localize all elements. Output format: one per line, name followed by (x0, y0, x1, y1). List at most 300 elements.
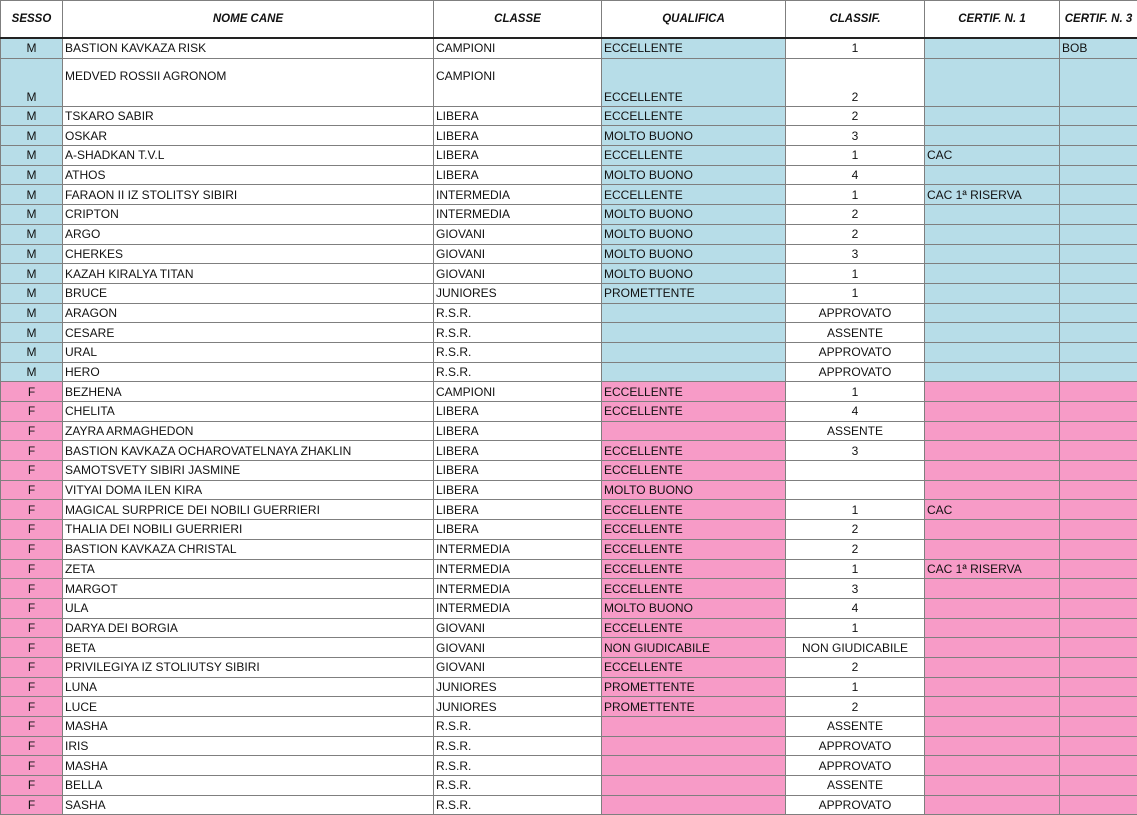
table-row (1, 205, 1137, 225)
cell-nome-cane[interactable]: MARGOT (63, 579, 434, 599)
cell-classif[interactable]: 2 (786, 520, 925, 540)
cell-classif[interactable]: 1 (786, 382, 925, 402)
cell-sesso[interactable]: F (1, 638, 63, 658)
cell-certif-1[interactable] (925, 657, 1060, 677)
cell-qualifica[interactable] (602, 717, 786, 737)
cell-certif-1[interactable] (925, 520, 1060, 540)
cell-sesso[interactable]: F (1, 559, 63, 579)
cell-nome-cane[interactable]: BASTION KAVKAZA OCHAROVATELNAYA ZHAKLIN (63, 441, 434, 461)
header-classe[interactable]: CLASSE (434, 1, 602, 39)
table-row (1, 342, 1137, 362)
cell-qualifica[interactable]: MOLTO BUONO (602, 244, 786, 264)
cell-certif-3[interactable] (1060, 58, 1137, 106)
cell-sesso[interactable]: M (1, 106, 63, 126)
cell-nome-cane[interactable]: DARYA DEI BORGIA (63, 618, 434, 638)
cell-classe[interactable]: R.S.R. (434, 795, 602, 815)
cell-sesso[interactable]: M (1, 146, 63, 166)
table-row (1, 795, 1137, 815)
cell-classif[interactable]: APPROVATO (786, 795, 925, 815)
cell-classe[interactable]: R.S.R. (434, 323, 602, 343)
cell-classe[interactable]: LIBERA (434, 421, 602, 441)
cell-sesso[interactable]: F (1, 520, 63, 540)
cell-nome-cane[interactable]: BRUCE (63, 283, 434, 303)
cell-nome-cane[interactable]: ZAYRA ARMAGHEDON (63, 421, 434, 441)
cell-classe[interactable]: R.S.R. (434, 736, 602, 756)
cell-classif[interactable]: 1 (786, 283, 925, 303)
cell-classif[interactable]: APPROVATO (786, 303, 925, 323)
cell-classe[interactable]: GIOVANI (434, 224, 602, 244)
cell-nome-cane[interactable]: A-SHADKAN T.V.L (63, 146, 434, 166)
cell-sesso[interactable]: M (1, 264, 63, 284)
cell-classe[interactable]: R.S.R. (434, 342, 602, 362)
cell-classe[interactable]: CAMPIONI (434, 58, 602, 106)
cell-classif[interactable]: 2 (786, 539, 925, 559)
cell-certif-1[interactable] (925, 283, 1060, 303)
cell-sesso[interactable]: F (1, 795, 63, 815)
cell-classe[interactable]: JUNIORES (434, 283, 602, 303)
cell-certif-3[interactable] (1060, 579, 1137, 599)
cell-nome-cane[interactable]: PRIVILEGIYA IZ STOLIUTSY SIBIRI (63, 657, 434, 677)
cell-classe[interactable]: GIOVANI (434, 638, 602, 658)
cell-certif-3[interactable] (1060, 382, 1137, 402)
cell-qualifica[interactable]: MOLTO BUONO (602, 205, 786, 225)
header-certif-3[interactable]: CERTIF. N. 3 (1060, 1, 1137, 39)
cell-classe[interactable]: GIOVANI (434, 657, 602, 677)
cell-qualifica[interactable] (602, 323, 786, 343)
cell-classe[interactable]: INTERMEDIA (434, 559, 602, 579)
cell-classif[interactable]: 2 (786, 224, 925, 244)
cell-certif-3[interactable] (1060, 205, 1137, 225)
cell-classif[interactable]: 1 (786, 500, 925, 520)
cell-nome-cane[interactable]: ARAGON (63, 303, 434, 323)
cell-certif-1[interactable] (925, 421, 1060, 441)
cell-certif-1[interactable] (925, 461, 1060, 481)
header-sesso[interactable]: SESSO (1, 1, 63, 39)
cell-qualifica[interactable]: ECCELLENTE (602, 579, 786, 599)
cell-qualifica[interactable]: ECCELLENTE (602, 38, 786, 58)
cell-certif-3[interactable] (1060, 421, 1137, 441)
cell-certif-1[interactable]: CAC (925, 500, 1060, 520)
cell-classe[interactable]: LIBERA (434, 500, 602, 520)
cell-nome-cane[interactable]: HERO (63, 362, 434, 382)
cell-certif-1[interactable] (925, 776, 1060, 796)
cell-certif-1[interactable] (925, 38, 1060, 58)
cell-qualifica[interactable]: ECCELLENTE (602, 382, 786, 402)
cell-qualifica[interactable]: PROMETTENTE (602, 697, 786, 717)
cell-classe[interactable]: LIBERA (434, 146, 602, 166)
cell-nome-cane[interactable]: SAMOTSVETY SIBIRI JASMINE (63, 461, 434, 481)
cell-classe[interactable]: LIBERA (434, 441, 602, 461)
cell-classe[interactable]: R.S.R. (434, 303, 602, 323)
cell-sesso[interactable]: F (1, 618, 63, 638)
table-row (1, 283, 1137, 303)
cell-sesso[interactable]: M (1, 165, 63, 185)
cell-classif[interactable]: 3 (786, 126, 925, 146)
cell-qualifica[interactable]: ECCELLENTE (602, 500, 786, 520)
cell-qualifica[interactable] (602, 342, 786, 362)
cell-certif-1[interactable] (925, 579, 1060, 599)
header-classif[interactable]: CLASSIF. (786, 1, 925, 39)
cell-certif-1[interactable] (925, 677, 1060, 697)
cell-classe[interactable]: CAMPIONI (434, 382, 602, 402)
cell-classif[interactable]: 4 (786, 402, 925, 422)
cell-sesso[interactable]: F (1, 677, 63, 697)
cell-sesso[interactable]: F (1, 776, 63, 796)
cell-classif[interactable]: 1 (786, 146, 925, 166)
cell-classif[interactable]: ASSENTE (786, 323, 925, 343)
cell-classif[interactable]: APPROVATO (786, 736, 925, 756)
cell-qualifica[interactable] (602, 776, 786, 796)
cell-qualifica[interactable]: ECCELLENTE (602, 185, 786, 205)
cell-certif-3[interactable] (1060, 461, 1137, 481)
cell-nome-cane[interactable]: BEZHENA (63, 382, 434, 402)
cell-qualifica[interactable]: MOLTO BUONO (602, 165, 786, 185)
header-row (1, 1, 1137, 39)
cell-classif[interactable]: 1 (786, 677, 925, 697)
cell-classe[interactable]: LIBERA (434, 461, 602, 481)
cell-certif-3[interactable] (1060, 224, 1137, 244)
cell-classif[interactable]: APPROVATO (786, 756, 925, 776)
cell-certif-3[interactable]: BOB (1060, 38, 1137, 58)
cell-classif[interactable]: APPROVATO (786, 342, 925, 362)
cell-qualifica[interactable]: PROMETTENTE (602, 283, 786, 303)
cell-classe[interactable]: GIOVANI (434, 264, 602, 284)
cell-classif[interactable]: 1 (786, 38, 925, 58)
cell-certif-3[interactable] (1060, 598, 1137, 618)
cell-classe[interactable]: INTERMEDIA (434, 579, 602, 599)
cell-certif-3[interactable] (1060, 323, 1137, 343)
table-row (1, 38, 1137, 58)
cell-classif[interactable]: 4 (786, 598, 925, 618)
cell-certif-1[interactable] (925, 618, 1060, 638)
cell-sesso[interactable]: M (1, 283, 63, 303)
cell-classe[interactable]: INTERMEDIA (434, 185, 602, 205)
cell-classe[interactable]: LIBERA (434, 402, 602, 422)
cell-classif[interactable]: APPROVATO (786, 362, 925, 382)
cell-certif-1[interactable] (925, 756, 1060, 776)
cell-classe[interactable]: INTERMEDIA (434, 539, 602, 559)
cell-certif-1[interactable]: CAC (925, 146, 1060, 166)
table-row (1, 618, 1137, 638)
cell-certif-1[interactable] (925, 717, 1060, 737)
cell-certif-1[interactable] (925, 480, 1060, 500)
table-row (1, 559, 1137, 579)
cell-sesso[interactable]: M (1, 38, 63, 58)
cell-qualifica[interactable]: ECCELLENTE (602, 559, 786, 579)
cell-sesso[interactable]: M (1, 244, 63, 264)
cell-certif-3[interactable] (1060, 717, 1137, 737)
cell-certif-1[interactable] (925, 244, 1060, 264)
cell-classe[interactable]: GIOVANI (434, 244, 602, 264)
cell-certif-3[interactable] (1060, 736, 1137, 756)
cell-certif-3[interactable] (1060, 185, 1137, 205)
cell-nome-cane[interactable]: CHELITA (63, 402, 434, 422)
cell-certif-1[interactable] (925, 402, 1060, 422)
cell-qualifica[interactable]: ECCELLENTE (602, 58, 786, 106)
cell-sesso[interactable]: F (1, 697, 63, 717)
cell-classif[interactable]: 2 (786, 697, 925, 717)
header-qualifica[interactable]: QUALIFICA (602, 1, 786, 39)
cell-qualifica[interactable] (602, 736, 786, 756)
cell-certif-3[interactable] (1060, 677, 1137, 697)
cell-classif[interactable]: NON GIUDICABILE (786, 638, 925, 658)
cell-nome-cane[interactable]: MASHA (63, 756, 434, 776)
cell-classe[interactable]: INTERMEDIA (434, 205, 602, 225)
cell-certif-3[interactable] (1060, 106, 1137, 126)
cell-qualifica[interactable]: MOLTO BUONO (602, 598, 786, 618)
cell-nome-cane[interactable]: MAGICAL SURPRICE DEI NOBILI GUERRIERI (63, 500, 434, 520)
cell-classif[interactable]: ASSENTE (786, 421, 925, 441)
cell-sesso[interactable]: F (1, 539, 63, 559)
cell-certif-1[interactable]: CAC 1ª RISERVA (925, 185, 1060, 205)
cell-sesso[interactable]: F (1, 756, 63, 776)
cell-qualifica[interactable]: ECCELLENTE (602, 441, 786, 461)
cell-certif-3[interactable] (1060, 500, 1137, 520)
cell-classe[interactable]: LIBERA (434, 165, 602, 185)
cell-classif[interactable]: 2 (786, 58, 925, 106)
cell-nome-cane[interactable]: CRIPTON (63, 205, 434, 225)
cell-nome-cane[interactable]: TSKARO SABIR (63, 106, 434, 126)
table-row (1, 126, 1137, 146)
cell-certif-1[interactable] (925, 264, 1060, 284)
cell-sesso[interactable]: F (1, 598, 63, 618)
table-row (1, 756, 1137, 776)
cell-certif-3[interactable] (1060, 480, 1137, 500)
cell-nome-cane[interactable]: THALIA DEI NOBILI GUERRIERI (63, 520, 434, 540)
cell-certif-3[interactable] (1060, 146, 1137, 166)
cell-qualifica[interactable]: PROMETTENTE (602, 677, 786, 697)
cell-qualifica[interactable]: ECCELLENTE (602, 520, 786, 540)
cell-certif-3[interactable] (1060, 441, 1137, 461)
cell-nome-cane[interactable]: CHERKES (63, 244, 434, 264)
cell-sesso[interactable]: F (1, 461, 63, 481)
cell-nome-cane[interactable]: VITYAI DOMA ILEN KIRA (63, 480, 434, 500)
table-row (1, 579, 1137, 599)
table-row (1, 244, 1137, 264)
cell-qualifica[interactable]: ECCELLENTE (602, 461, 786, 481)
cell-classif[interactable] (786, 461, 925, 481)
cell-sesso[interactable]: M (1, 303, 63, 323)
table-row (1, 421, 1137, 441)
cell-certif-3[interactable] (1060, 264, 1137, 284)
cell-nome-cane[interactable]: CESARE (63, 323, 434, 343)
cell-nome-cane[interactable]: IRIS (63, 736, 434, 756)
cell-certif-3[interactable] (1060, 638, 1137, 658)
cell-qualifica[interactable]: MOLTO BUONO (602, 480, 786, 500)
cell-certif-3[interactable] (1060, 402, 1137, 422)
cell-sesso[interactable]: F (1, 717, 63, 737)
cell-classe[interactable]: LIBERA (434, 520, 602, 540)
header-certif-1[interactable]: CERTIF. N. 1 (925, 1, 1060, 39)
cell-certif-3[interactable] (1060, 303, 1137, 323)
cell-qualifica[interactable]: NON GIUDICABILE (602, 638, 786, 658)
cell-sesso[interactable]: F (1, 657, 63, 677)
cell-classe[interactable]: R.S.R. (434, 362, 602, 382)
cell-certif-3[interactable] (1060, 539, 1137, 559)
cell-sesso[interactable]: F (1, 402, 63, 422)
cell-classe[interactable]: R.S.R. (434, 717, 602, 737)
table-body (1, 38, 1137, 815)
table-row (1, 106, 1137, 126)
table-row (1, 776, 1137, 796)
cell-classif[interactable]: 2 (786, 106, 925, 126)
cell-nome-cane[interactable]: MEDVED ROSSII AGRONOM (63, 58, 434, 106)
cell-certif-3[interactable] (1060, 244, 1137, 264)
header-nome-cane[interactable]: NOME CANE (63, 1, 434, 39)
cell-sesso[interactable]: F (1, 441, 63, 461)
table-row (1, 441, 1137, 461)
cell-sesso[interactable]: M (1, 362, 63, 382)
cell-nome-cane[interactable]: KAZAH KIRALYA TITAN (63, 264, 434, 284)
cell-sesso[interactable]: F (1, 500, 63, 520)
cell-classif[interactable]: 3 (786, 579, 925, 599)
cell-classif[interactable]: 1 (786, 618, 925, 638)
table-row (1, 303, 1137, 323)
cell-certif-3[interactable] (1060, 342, 1137, 362)
cell-nome-cane[interactable]: MASHA (63, 717, 434, 737)
cell-sesso[interactable]: F (1, 480, 63, 500)
cell-certif-1[interactable] (925, 165, 1060, 185)
cell-sesso[interactable]: F (1, 421, 63, 441)
cell-classif[interactable]: 2 (786, 205, 925, 225)
cell-certif-1[interactable] (925, 126, 1060, 146)
cell-sesso[interactable]: M (1, 205, 63, 225)
cell-nome-cane[interactable]: LUNA (63, 677, 434, 697)
cell-certif-1[interactable] (925, 205, 1060, 225)
cell-nome-cane[interactable]: ATHOS (63, 165, 434, 185)
cell-nome-cane[interactable]: ZETA (63, 559, 434, 579)
cell-certif-1[interactable] (925, 362, 1060, 382)
cell-nome-cane[interactable]: BELLA (63, 776, 434, 796)
cell-classe[interactable]: JUNIORES (434, 677, 602, 697)
cell-nome-cane[interactable]: BASTION KAVKAZA CHRISTAL (63, 539, 434, 559)
cell-classe[interactable]: LIBERA (434, 480, 602, 500)
cell-certif-3[interactable] (1060, 126, 1137, 146)
cell-sesso[interactable]: M (1, 58, 63, 106)
cell-nome-cane[interactable]: FARAON II IZ STOLITSY SIBIRI (63, 185, 434, 205)
cell-qualifica[interactable] (602, 303, 786, 323)
table-row (1, 58, 1137, 106)
cell-classif[interactable]: 1 (786, 264, 925, 284)
cell-nome-cane[interactable]: URAL (63, 342, 434, 362)
cell-certif-3[interactable] (1060, 520, 1137, 540)
cell-certif-1[interactable] (925, 598, 1060, 618)
cell-certif-1[interactable] (925, 106, 1060, 126)
cell-certif-1[interactable] (925, 441, 1060, 461)
cell-certif-1[interactable] (925, 539, 1060, 559)
cell-certif-1[interactable] (925, 303, 1060, 323)
cell-nome-cane[interactable]: BETA (63, 638, 434, 658)
cell-classif[interactable]: 2 (786, 657, 925, 677)
cell-classe[interactable]: R.S.R. (434, 756, 602, 776)
cell-classif[interactable]: ASSENTE (786, 717, 925, 737)
cell-sesso[interactable]: M (1, 342, 63, 362)
cell-qualifica[interactable] (602, 421, 786, 441)
cell-classe[interactable]: CAMPIONI (434, 38, 602, 58)
cell-sesso[interactable]: F (1, 382, 63, 402)
table-row (1, 500, 1137, 520)
cell-classif[interactable] (786, 480, 925, 500)
table-row (1, 402, 1137, 422)
cell-qualifica[interactable] (602, 362, 786, 382)
cell-qualifica[interactable]: MOLTO BUONO (602, 264, 786, 284)
cell-qualifica[interactable]: MOLTO BUONO (602, 126, 786, 146)
table-row (1, 598, 1137, 618)
cell-certif-3[interactable] (1060, 697, 1137, 717)
cell-certif-3[interactable] (1060, 362, 1137, 382)
cell-nome-cane[interactable]: BASTION KAVKAZA RISK (63, 38, 434, 58)
cell-qualifica[interactable]: ECCELLENTE (602, 618, 786, 638)
cell-certif-1[interactable] (925, 224, 1060, 244)
cell-classif[interactable]: ASSENTE (786, 776, 925, 796)
cell-sesso[interactable]: M (1, 126, 63, 146)
cell-qualifica[interactable]: MOLTO BUONO (602, 224, 786, 244)
table-row (1, 736, 1137, 756)
cell-classif[interactable]: 3 (786, 441, 925, 461)
cell-sesso[interactable]: M (1, 224, 63, 244)
cell-certif-1[interactable] (925, 736, 1060, 756)
table-row (1, 677, 1137, 697)
cell-sesso[interactable]: F (1, 579, 63, 599)
cell-qualifica[interactable] (602, 795, 786, 815)
cell-certif-1[interactable]: CAC 1ª RISERVA (925, 559, 1060, 579)
cell-classif[interactable]: 1 (786, 559, 925, 579)
cell-certif-1[interactable] (925, 323, 1060, 343)
cell-qualifica[interactable]: ECCELLENTE (602, 539, 786, 559)
cell-certif-1[interactable] (925, 697, 1060, 717)
cell-qualifica[interactable]: ECCELLENTE (602, 146, 786, 166)
cell-certif-1[interactable] (925, 342, 1060, 362)
cell-classe[interactable]: GIOVANI (434, 618, 602, 638)
cell-classe[interactable]: INTERMEDIA (434, 598, 602, 618)
cell-certif-3[interactable] (1060, 657, 1137, 677)
cell-nome-cane[interactable]: ULA (63, 598, 434, 618)
cell-certif-3[interactable] (1060, 559, 1137, 579)
cell-qualifica[interactable]: ECCELLENTE (602, 106, 786, 126)
cell-certif-3[interactable] (1060, 618, 1137, 638)
table-row (1, 461, 1137, 481)
cell-qualifica[interactable]: ECCELLENTE (602, 657, 786, 677)
cell-qualifica[interactable]: ECCELLENTE (602, 402, 786, 422)
cell-certif-1[interactable] (925, 382, 1060, 402)
cell-sesso[interactable]: M (1, 185, 63, 205)
cell-sesso[interactable]: M (1, 323, 63, 343)
cell-classif[interactable]: 4 (786, 165, 925, 185)
cell-certif-1[interactable] (925, 638, 1060, 658)
cell-certif-1[interactable] (925, 58, 1060, 106)
cell-nome-cane[interactable]: OSKAR (63, 126, 434, 146)
cell-certif-1[interactable] (925, 795, 1060, 815)
cell-qualifica[interactable] (602, 756, 786, 776)
cell-classif[interactable]: 3 (786, 244, 925, 264)
cell-classe[interactable]: JUNIORES (434, 697, 602, 717)
cell-nome-cane[interactable]: SASHA (63, 795, 434, 815)
cell-certif-3[interactable] (1060, 795, 1137, 815)
table-row (1, 520, 1137, 540)
cell-certif-3[interactable] (1060, 756, 1137, 776)
cell-nome-cane[interactable]: ARGO (63, 224, 434, 244)
cell-certif-3[interactable] (1060, 283, 1137, 303)
cell-nome-cane[interactable]: LUCE (63, 697, 434, 717)
cell-classe[interactable]: LIBERA (434, 106, 602, 126)
cell-classe[interactable]: R.S.R. (434, 776, 602, 796)
table-row (1, 146, 1137, 166)
cell-certif-3[interactable] (1060, 776, 1137, 796)
cell-classif[interactable]: 1 (786, 185, 925, 205)
cell-certif-3[interactable] (1060, 165, 1137, 185)
cell-sesso[interactable]: F (1, 736, 63, 756)
cell-classe[interactable]: LIBERA (434, 126, 602, 146)
